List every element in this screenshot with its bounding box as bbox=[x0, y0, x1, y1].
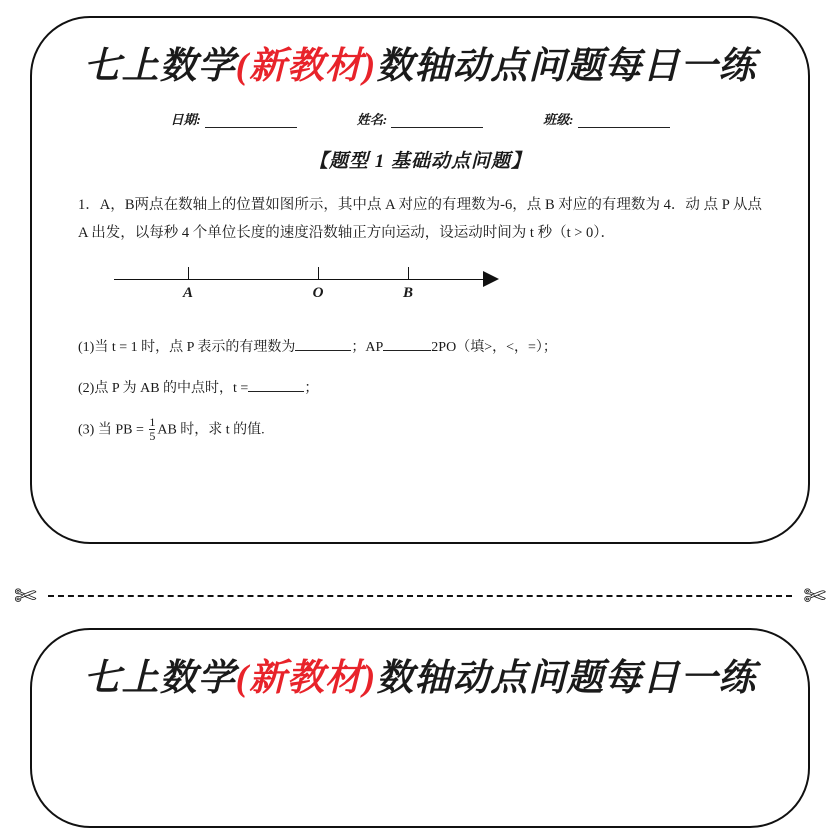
page-title bbox=[78, 46, 762, 89]
scissors-icon-right: ✄ bbox=[803, 581, 826, 611]
worksheet-card-1 bbox=[30, 16, 810, 544]
question-1-text-b: ；AP bbox=[351, 340, 384, 356]
question-1-text-c: 2PO（填>，<，=）； bbox=[431, 340, 557, 356]
question-item-1 bbox=[78, 335, 762, 360]
cut-line bbox=[8, 578, 832, 614]
question-item-3 bbox=[78, 417, 762, 443]
number-line-tick-o bbox=[318, 267, 319, 280]
number-line-label-o: O bbox=[312, 285, 324, 302]
number-line-label-b: B bbox=[402, 285, 414, 302]
question-2-blank-1[interactable] bbox=[248, 378, 304, 392]
number-line-tick-a bbox=[188, 267, 189, 280]
problem-statement: 1．A，B两点在数轴上的位置如图所示，其中点 A 对应的有理数为-6，点 B 对应的有理数为 4．动 点 P 从点 A 出发，以每秒 4 个单位长度的速度沿数轴正方向运动，设运动时间为 t 秒（t > 0）． bbox=[78, 196, 762, 241]
title-2-part-pre: 七上数学 bbox=[83, 658, 236, 699]
number-line-axis bbox=[114, 279, 486, 280]
meta-field-class bbox=[543, 109, 669, 128]
title-part-pre: 七上数学 bbox=[83, 46, 236, 87]
meta-label-class: 班级: bbox=[543, 111, 574, 127]
question-2-text-b: ； bbox=[304, 381, 319, 397]
title-part-post: 数轴动点问题每日一练 bbox=[376, 46, 757, 87]
student-meta-row bbox=[78, 109, 762, 128]
meta-label-name: 姓名: bbox=[356, 111, 388, 127]
title-part-highlight: (新教材) bbox=[235, 46, 377, 87]
question-item-2 bbox=[78, 376, 762, 401]
title-2-part-highlight: (新教材) bbox=[235, 658, 377, 699]
question-2-text-a: (2)点 P 为 AB 的中点时，t = bbox=[78, 381, 249, 397]
question-3-suffix: AB 时，求 t 的值. bbox=[157, 422, 265, 438]
number-line-label-a: A bbox=[182, 285, 194, 302]
meta-blank-date[interactable] bbox=[205, 114, 297, 128]
question-1-blank-1[interactable] bbox=[295, 337, 351, 351]
meta-blank-name[interactable] bbox=[391, 114, 483, 128]
worksheet-card-2 bbox=[30, 628, 810, 828]
question-3-prefix: (3) 当 PB = bbox=[78, 422, 144, 438]
number-line-tick-b bbox=[408, 267, 409, 280]
scissors-icon-left: ✄ bbox=[14, 581, 37, 611]
fraction-one-fifth bbox=[149, 416, 155, 442]
cut-line-dashes bbox=[48, 595, 792, 597]
number-line-figure bbox=[78, 257, 762, 319]
question-list bbox=[78, 335, 762, 444]
meta-field-name bbox=[357, 109, 483, 128]
fraction-numerator: 1 bbox=[149, 415, 156, 430]
meta-blank-class[interactable] bbox=[578, 114, 670, 128]
question-1-blank-2[interactable] bbox=[383, 337, 431, 351]
question-1-text-a: (1)当 t = 1 时，点 P 表示的有理数为 bbox=[78, 340, 296, 356]
fraction-denominator: 5 bbox=[149, 429, 156, 444]
meta-field-date bbox=[170, 109, 296, 128]
meta-label-date: 日期: bbox=[170, 111, 201, 127]
number-line-arrow-icon bbox=[483, 271, 499, 287]
page-title-2 bbox=[78, 658, 762, 701]
section-heading: 【题型 1 基础动点问题】 bbox=[308, 150, 531, 172]
title-2-part-post: 数轴动点问题每日一练 bbox=[376, 658, 757, 699]
